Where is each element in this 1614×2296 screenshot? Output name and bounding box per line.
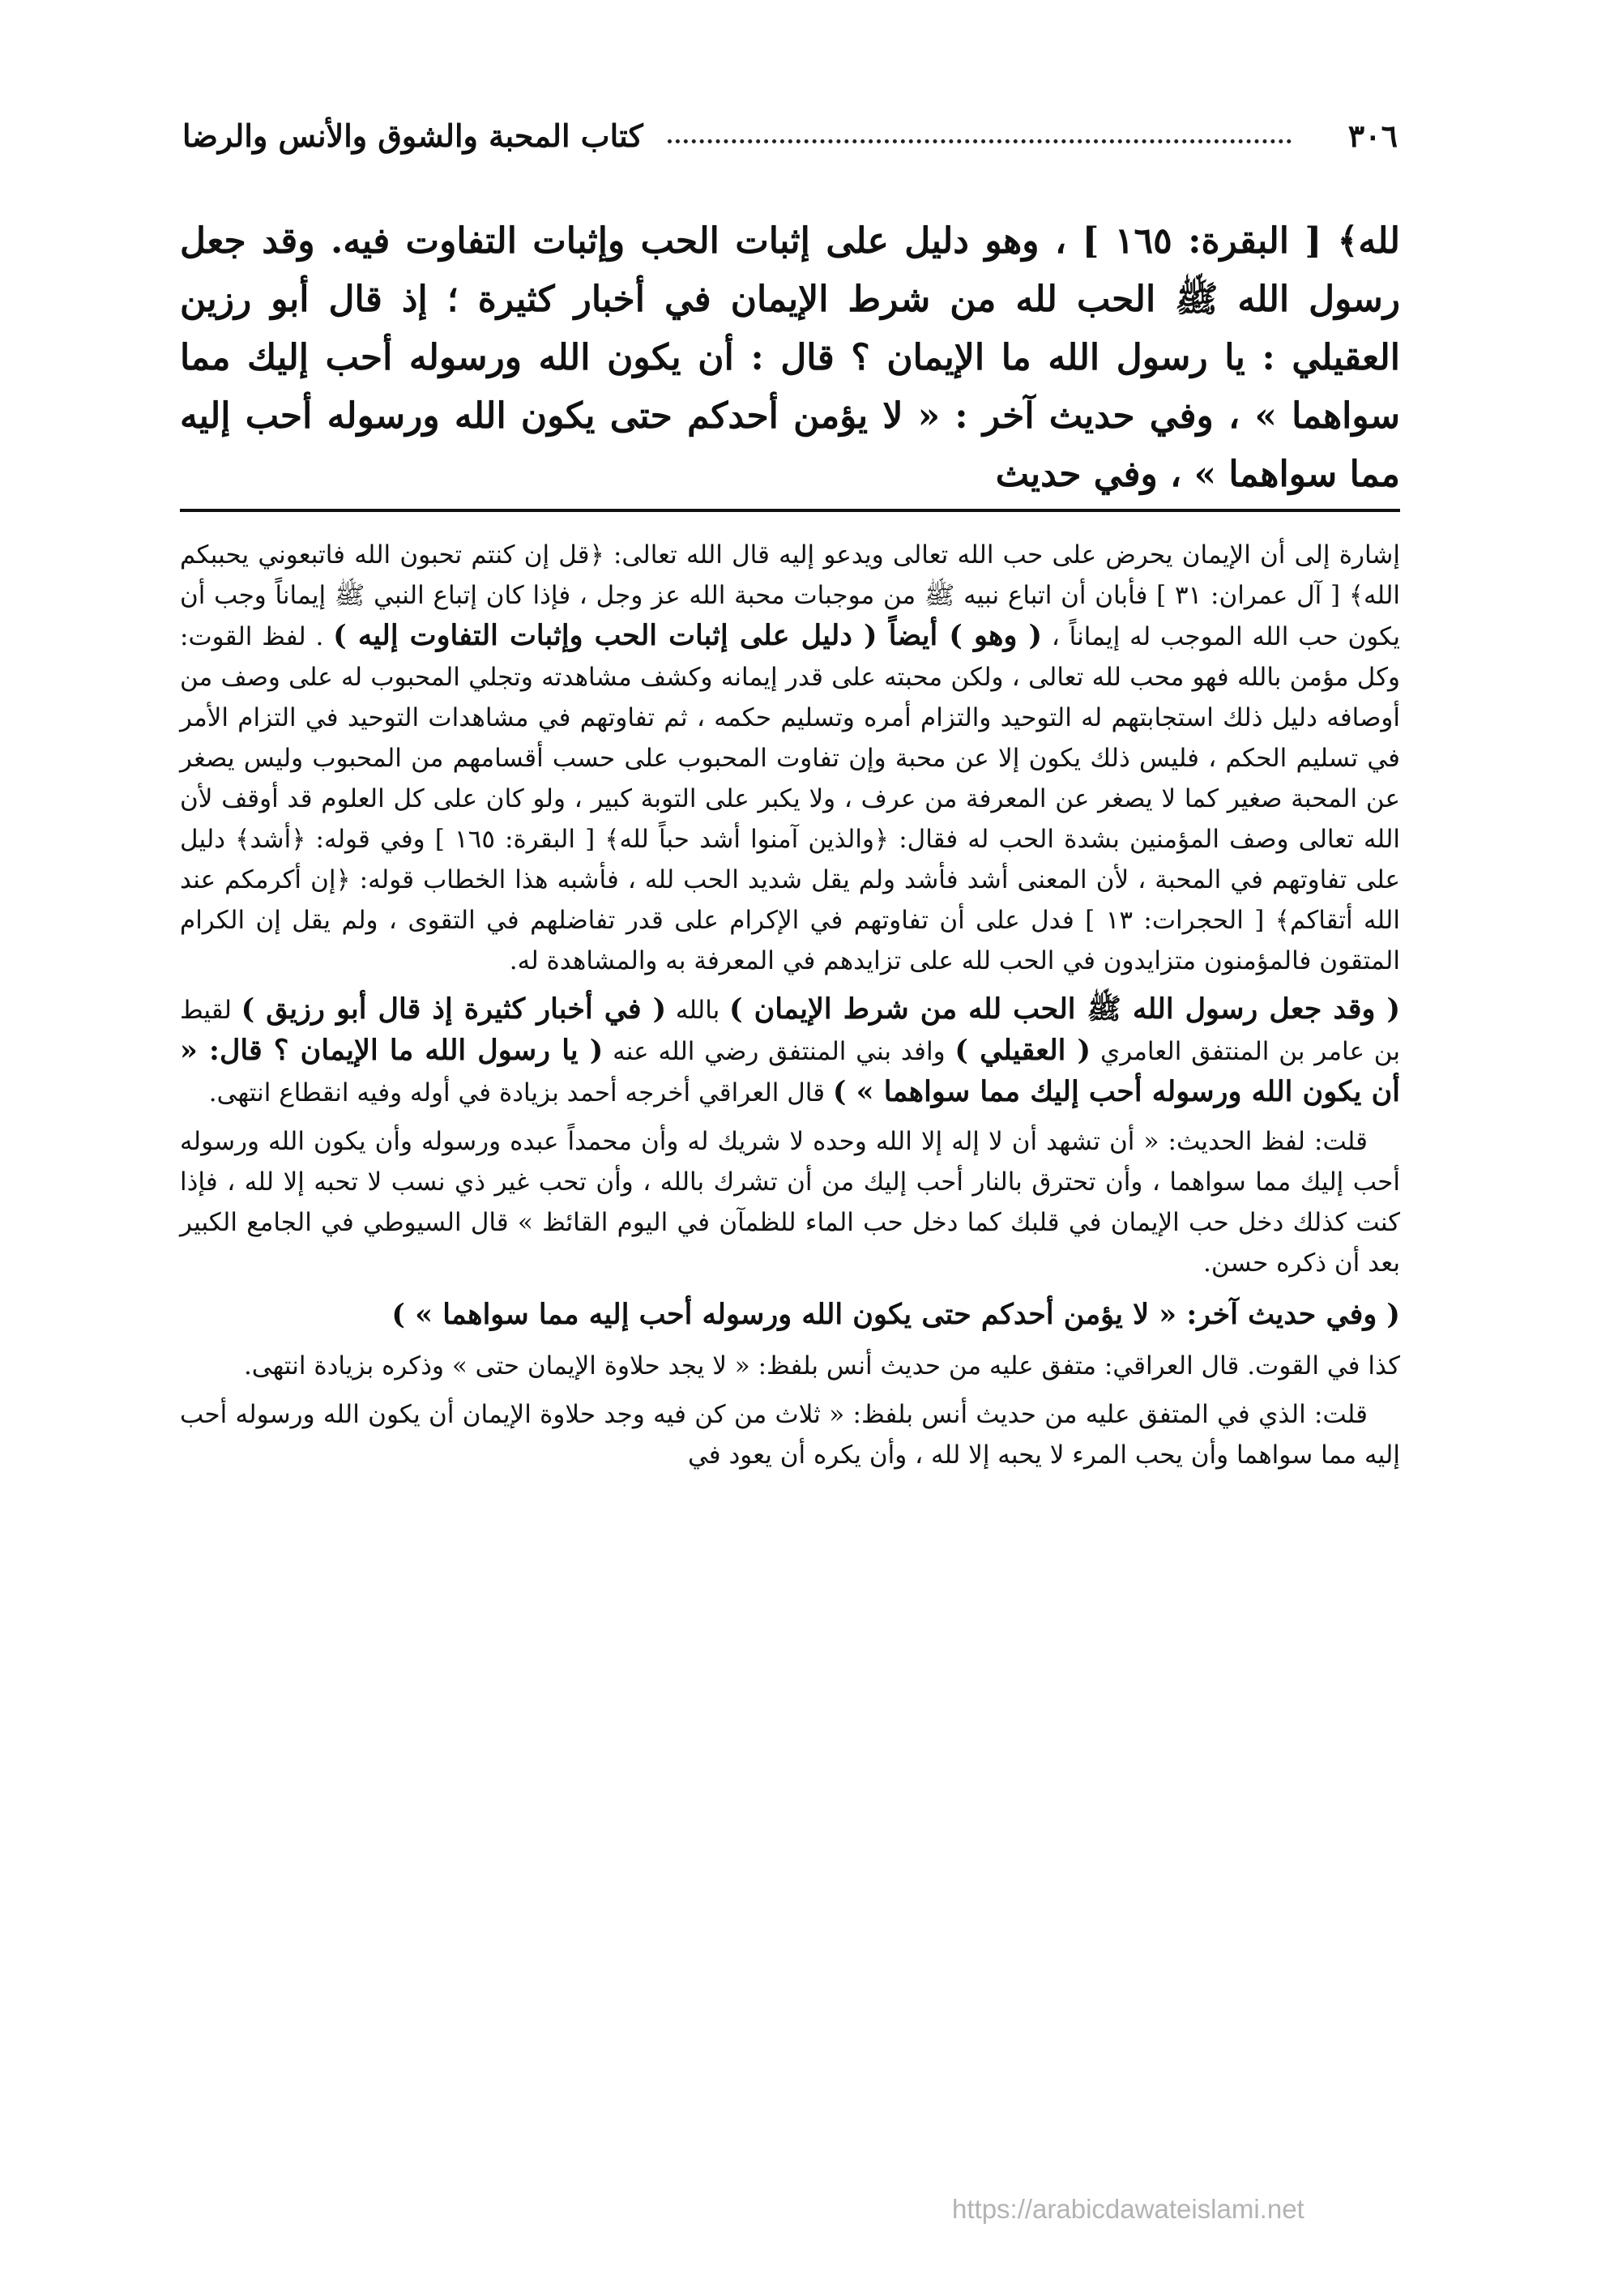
running-header xyxy=(182,107,1398,164)
quoted-matn: ( يا رسول الله ما الإيمان ؟ قال: « أن يكون الله ورسوله أحب إليك مما سواهما » ) xyxy=(180,1034,1400,1108)
page-number: ٣٠٦ xyxy=(1347,117,1398,154)
commentary xyxy=(180,535,1400,1483)
commentary-text: لقيط بن عامر بن المنتفق العامري xyxy=(180,996,1400,1066)
commentary-text: . لفظ القوت: وكل مؤمن بالله فهو محب لله تعالى ، ولكن محبته على قدر إيمانه وكشف مشاهدته وتجلي المحبوب له على وصف من أوصافه دليل ذلك استجابتهم له التوحيد والتزام أمره وتسليم حكمه ، ثم تفاوتهم في مشاهدات التوحيد في التزام الأمر في تسليم الحكم ، فليس ذلك يكون إلا عن محبة وإن تفاوت المحبوب على حسب أقسامهم من المحبوب وليس يصغر عن المحبة صغير كما لا يصغر عن المعرفة من عرف ، ولا يكبر على التوبة كبير ، ولو كان على كل العلوم قد أوقف لأن الله تعالى وصف المؤمنين بشدة الحب له فقال: ﴿والذين آمنوا أشد حباً لله﴾ [ البقرة: ١٦٥ ] وفي قوله: ﴿أشد﴾ دليل على تفاوتهم في المحبة ، لأن المعنى أشد فأشد ولم يقل شديد الحب لله ، فأشبه هذا الخطاب قوله: ﴿إن أكرمكم عند الله أتقاكم﴾ [ الحجرات: ١٣ ] فدل على أن تفاوتهم في الإكرام على قدر تفاضلهم في التقوى ، ولم يقل إن الكرام المتقون فالمؤمنون متزايدون في الحب لله على تزايدهم في المعرفة به والمشاهدة له. xyxy=(180,622,1400,975)
commentary-text: بالله xyxy=(675,996,720,1025)
commentary-text: إشارة إلى أن الإيمان يحرض على حب الله تعالى ويدعو إليه قال الله تعالى: ﴿قل إن كنتم تحبون الله فاتبعوني يحببكم الله﴾ [ آل عمران: ٣١ ] فأبان أن اتباع نبيه ﷺ من موجبات محبة الله عز وجل ، فإذا كان إتباع النبي ﷺ إيماناً وجب أن يكون حب الله الموجب له إيماناً ، xyxy=(180,540,1401,651)
quoted-matn: ( وقد جعل رسول الله ﷺ الحب لله من شرط الإيمان ) xyxy=(729,992,1401,1026)
quoted-hadith-heading: ( وفي حديث آخر: « لا يؤمن أحدكم حتى يكون الله ورسوله أحب إليه مما سواهما » ) xyxy=(391,1298,1400,1331)
commentary-paragraph-6: قلت: الذي في المتفق عليه من حديث أنس بلفظ: « ثلاث من كن فيه وجد حلاوة الإيمان أن يكون الله ورسوله أحب إليه مما سواهما وأن يحب المرء لا يحبه إلا لله ، وأن يكره أن يعود في xyxy=(180,1400,1400,1470)
commentary-paragraph-3: قلت: لفظ الحديث: « أن تشهد أن لا إله إلا الله وحده لا شريك له وأن محمداً عبده ورسوله وأن يكون الله ورسوله أحب إليك مما سواهما ، وأن تحترق بالنار أحب إليك من أن تشرك بالله ، وأن تحب غير ذي نسب لا تحبه إلا لله ، فإذا كنت كذلك دخل حب الإيمان في قلبك كما دخل حب الماء للظمآن في اليوم القائظ » قال السيوطي في الجامع الكبير بعد أن ذكره حسن. xyxy=(180,1127,1400,1278)
header-dotted-leader xyxy=(668,139,1292,143)
commentary-text: قال العراقي أخرجه أحمد بزيادة في أوله وفيه انقطاع انتهى. xyxy=(208,1078,826,1107)
main-text: لله﴾ [ البقرة: ١٦٥ ] ، وهو دليل على إثبات الحب وإثبات التفاوت فيه. وقد جعل رسول الله ﷺ الحب لله من شرط الإيمان في أخبار كثيرة ؛ إذ قال أبو رزين العقيلي : يا رسول الله ما الإيمان ؟ قال : أن يكون الله ورسوله أحب إليك مما سواهما » ، وفي حديث آخر : « لا يؤمن أحدكم حتى يكون الله ورسوله أحب إليه مما سواهما » ، وفي حديث xyxy=(180,220,1400,495)
quoted-matn: ( العقيلي ) xyxy=(954,1034,1091,1067)
website-watermark: https://arabicdawateislami.net xyxy=(952,2194,1304,2224)
commentary-text: وافد بني المنتفق رضي الله عنه xyxy=(613,1037,946,1066)
chapter-title: كتاب المحبة والشوق والأنس والرضا xyxy=(182,117,643,154)
commentary-paragraph-1 xyxy=(180,535,1400,981)
quoted-matn: ( في أخبار كثيرة إذ قال أبو رزيق ) xyxy=(241,992,667,1026)
commentary-paragraph-2 xyxy=(180,989,1400,1113)
commentary-paragraph-5: كذا في القوت. قال العراقي: متفق عليه من حديث أنس بلفظ: « لا يجد حلاوة الإيمان حتى » وذكره بزيادة انتهى. xyxy=(243,1351,1400,1381)
section-divider xyxy=(180,509,1400,512)
quoted-matn: ( وهو ) أيضاً ( دليل على إثبات الحب وإثبات التفاوت إليه ) xyxy=(333,619,1043,652)
